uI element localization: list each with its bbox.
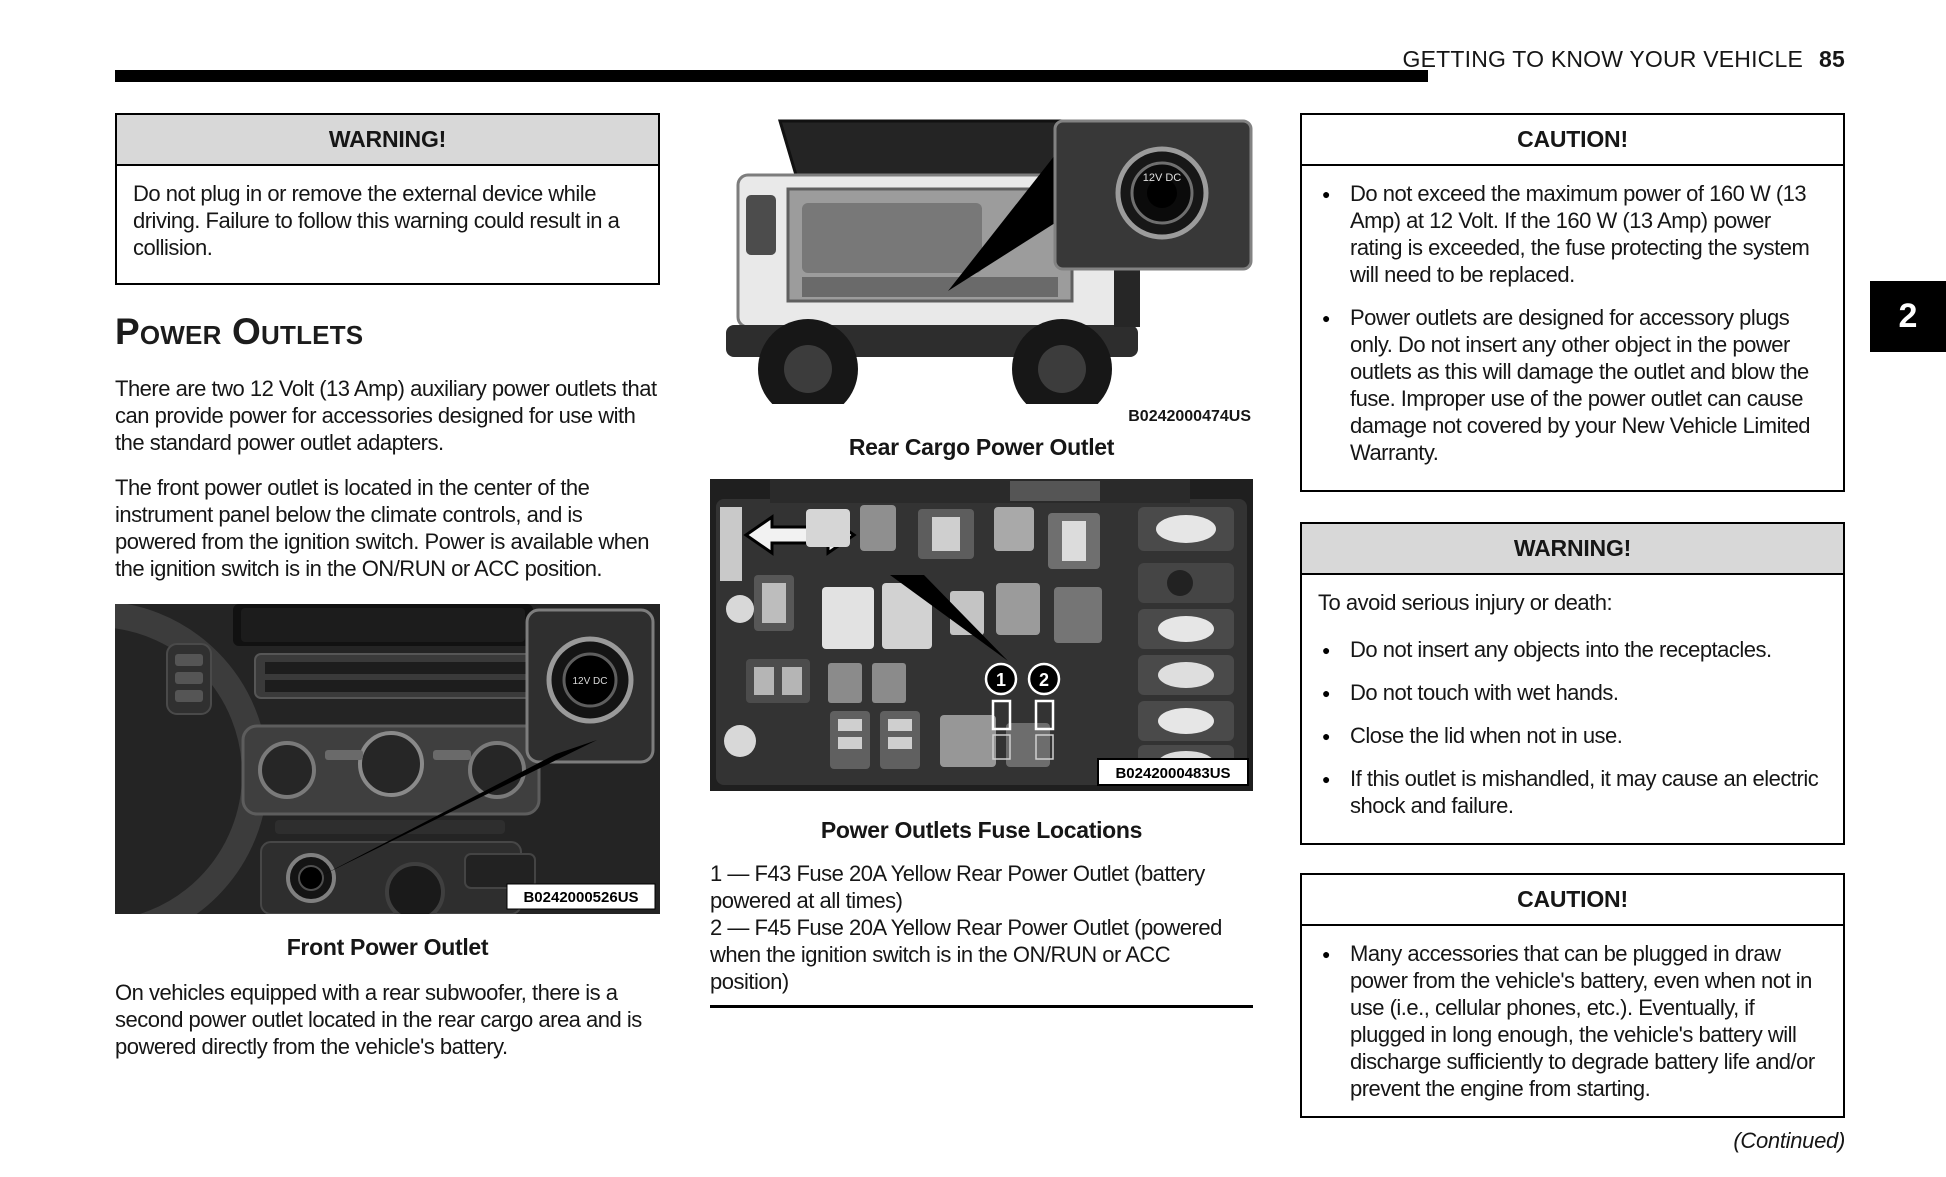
- caution-bullet: ● Many accessories that can be plugged in draw power from the vehicle's battery, even when not in use (i.e., cellular phones, etc.). Eventually, if plugged in long enough, the vehicle's battery will discharge sufficiently to degrade battery life and/or prevent the engine from starting.: [1318, 940, 1827, 1102]
- fuse-figure-caption: Power Outlets Fuse Locations: [820, 817, 1143, 843]
- warning-bullet: ● Close the lid when not in use.: [1318, 722, 1827, 749]
- warning-bullet: ● Do not insert any objects into the receptacles.: [1318, 636, 1827, 663]
- figure-fuse-locations: [710, 479, 1253, 791]
- caution-box-battery: [1300, 873, 1845, 1118]
- warning-bullet: ● If this outlet is mishandled, it may cause an electric shock and failure.: [1318, 765, 1827, 819]
- warning-title-right: WARNING!: [1302, 524, 1843, 575]
- caution-bullet: ● Power outlets are designed for accessory plugs only. Do not insert any other object in the power outlets as this will damage the outlet and blow the fuse. Improper use of the power outlet can cause damage not covered by your New Vehicle Limited Warranty.: [1318, 304, 1827, 466]
- caution-title-2: CAUTION!: [1302, 875, 1843, 926]
- fuse-location-list: [710, 860, 1253, 995]
- caution-bullet: ● Do not exceed the maximum power of 160 W (13 Amp) at 12 Volt. If the 160 W (13 Amp) power rating is exceeded, the fuse protecting the system will need to be replaced.: [1318, 180, 1827, 288]
- rear-outlet-label: 12V DC: [1142, 172, 1182, 184]
- fuse-callout-2: 2: [1038, 670, 1050, 690]
- warning-title: WARNING!: [117, 115, 658, 166]
- fuse-item-1: 1 — F43 Fuse 20A Yellow Rear Power Outlet (battery powered at all times): [710, 861, 1205, 913]
- chapter-title: GETTING TO KNOW YOUR VEHICLE: [1402, 46, 1804, 72]
- right-column: [1300, 113, 1845, 1154]
- rear-figure-code: B0242000474US: [1128, 408, 1251, 425]
- rear-cargo-illustration: [710, 119, 1253, 404]
- warning-intro: To avoid serious injury or death:: [1318, 590, 1613, 615]
- chapter-side-tab: [1870, 281, 1946, 352]
- left-column: [115, 113, 660, 1078]
- warning-text: Do not plug in or remove the external device while driving. Failure to follow this warning could result in a collision.: [133, 181, 620, 260]
- chapter-tab-number: 2: [1898, 297, 1918, 335]
- fuse-box-illustration: [710, 479, 1253, 791]
- warning-list: [1318, 636, 1827, 819]
- paragraph-rear-outlet: On vehicles equipped with a rear subwoofer, there is a second power outlet located in the rear cargo area and is powered directly from the vehicle's battery.: [115, 980, 642, 1059]
- caution-list-1: [1318, 180, 1827, 466]
- paragraph-front-outlet: The front power outlet is located in the center of the instrument panel below the climate controls, and is powered from the ignition switch. Power is available when the ignition switch is in the ON/RUN or ACC position.: [115, 475, 650, 581]
- figure-front-power-outlet: [115, 604, 660, 914]
- middle-column: [710, 119, 1253, 1008]
- figure-rear-cargo-outlet: [710, 119, 1253, 404]
- warning-box-left: [115, 113, 660, 285]
- front-power-outlet-illustration: [115, 604, 660, 914]
- paragraph-outlets-intro: There are two 12 Volt (13 Amp) auxiliary power outlets that can provide power for accessories designed for use with the standard power outlet adapters.: [115, 376, 657, 455]
- continued-note: (Continued): [1733, 1128, 1845, 1153]
- page-number: 85: [1819, 46, 1845, 72]
- caution-title-1: CAUTION!: [1302, 115, 1843, 166]
- fuse-item-2: 2 — F45 Fuse 20A Yellow Rear Power Outlet (powered when the ignition switch is in the ON/RUN or ACC position): [710, 915, 1222, 994]
- warning-box-right: [1300, 522, 1845, 845]
- header-rule: [115, 70, 1428, 82]
- front-outlet-label: 12V DC: [572, 676, 608, 687]
- running-header: [1403, 46, 1845, 73]
- front-figure-code: B0242000526US: [523, 889, 639, 906]
- caution-list-2: [1318, 940, 1827, 1102]
- front-figure-caption: Front Power Outlet: [286, 934, 489, 960]
- section-divider: [710, 1005, 1253, 1008]
- rear-figure-caption: Rear Cargo Power Outlet: [848, 434, 1115, 460]
- fuse-figure-code: B0242000483US: [1115, 765, 1231, 782]
- warning-bullet: ● Do not touch with wet hands.: [1318, 679, 1827, 706]
- section-heading-power-outlets: Power Outlets: [115, 311, 364, 352]
- fuse-callout-1: 1: [995, 670, 1007, 690]
- caution-box-power: [1300, 113, 1845, 492]
